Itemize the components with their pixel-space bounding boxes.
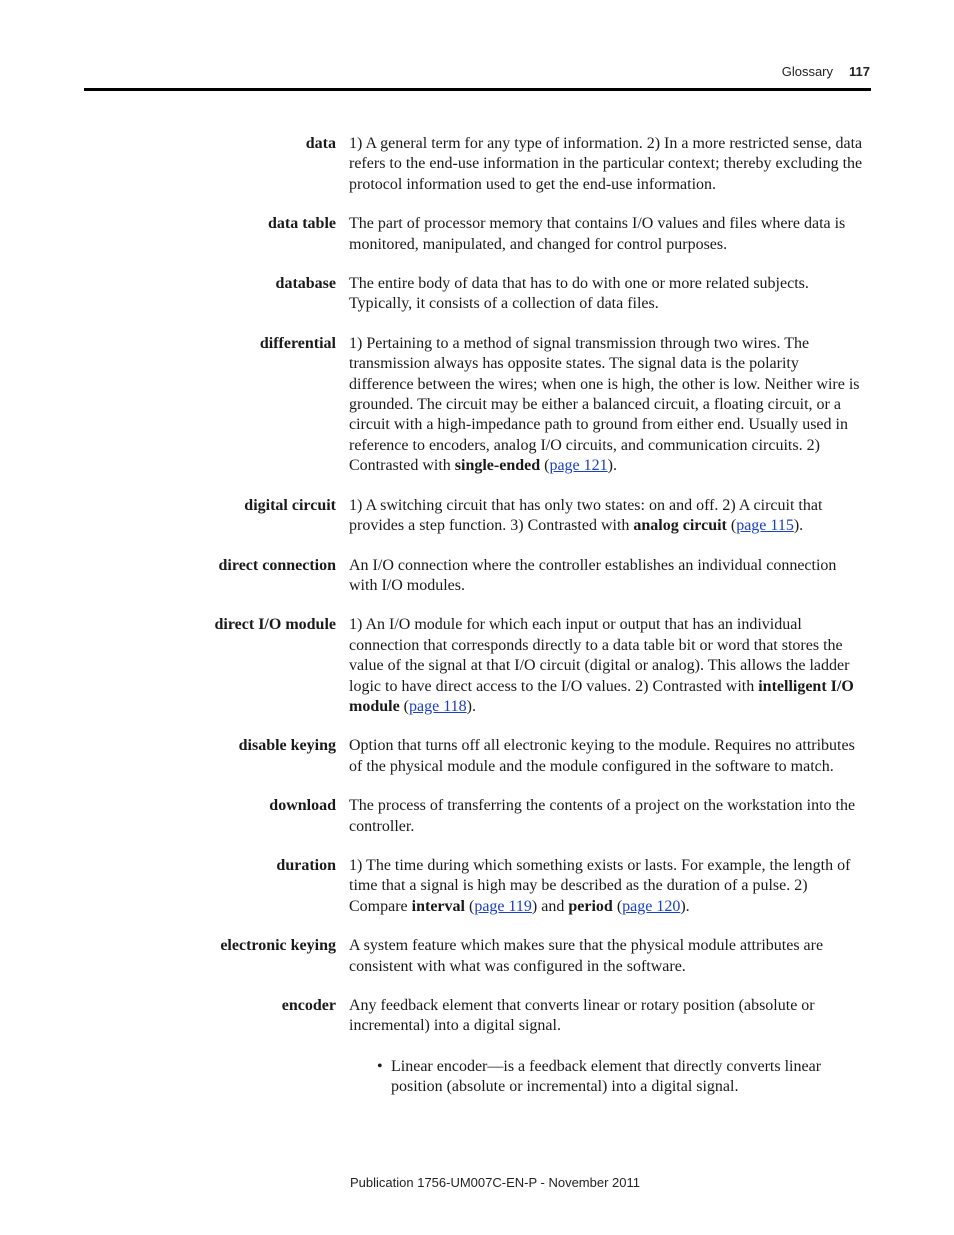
cross-reference-term: period bbox=[568, 897, 613, 915]
glossary-entry bbox=[0, 736, 954, 777]
page-number: 117 bbox=[849, 64, 870, 79]
page-link[interactable]: page 115 bbox=[736, 517, 794, 535]
glossary-term: download bbox=[269, 797, 336, 815]
glossary-entries bbox=[0, 134, 954, 1098]
definition-text: ( bbox=[726, 517, 737, 535]
definition-text: 1) A switching circuit that has only two states: on and off. 2) A circuit that provides a step function. 3) Contrasted with bbox=[349, 496, 823, 535]
glossary-term: direct connection bbox=[218, 556, 336, 574]
page-header bbox=[782, 64, 870, 79]
glossary-definition bbox=[349, 615, 867, 717]
glossary-definition bbox=[349, 856, 867, 917]
glossary-definition: The part of processor memory that contains I/O values and files where data is monitored, manipulated, and changed for control purposes. bbox=[349, 215, 846, 253]
definition-text: 1) The time during which something exists or lasts. For example, the length of time that a signal is high may be described as the duration of a pulse. 2) Compare bbox=[349, 856, 851, 915]
glossary-entry bbox=[0, 615, 954, 717]
page-link[interactable]: page 121 bbox=[549, 457, 608, 475]
glossary-entry bbox=[0, 996, 954, 1037]
glossary-term: differential bbox=[259, 334, 336, 352]
glossary-term: digital circuit bbox=[244, 496, 336, 514]
glossary-term: disable keying bbox=[238, 737, 336, 755]
glossary-entry bbox=[0, 556, 954, 597]
glossary-term: duration bbox=[276, 856, 336, 874]
glossary-definition: 1) A general term for any type of information. 2) In a more restricted sense, data refers to the end-use information in the particular context; thereby excluding the protocol information used to get the end-use information. bbox=[349, 135, 863, 193]
definition-text: 1) An I/O module for which each input or output that has an individual connection that corresponds directly to a data table bit or word that stores the value of the signal at that I/O circuit (digital or analog). This allows the ladder logic to have direct access to the I/O values. 2) Contrasted with bbox=[349, 616, 850, 695]
glossary-term: data bbox=[305, 135, 336, 152]
header-rule bbox=[84, 88, 871, 91]
definition-text: ) and bbox=[531, 897, 569, 915]
page-footer: Publication 1756-UM007C-EN-P - November 2011 bbox=[350, 1175, 640, 1190]
glossary-definition: The entire body of data that has to do with one or more related subjects. Typically, it consists of a collection of data files. bbox=[349, 275, 809, 313]
definition-text: ). bbox=[680, 897, 690, 915]
glossary-entry bbox=[0, 796, 954, 837]
cross-reference-term: interval bbox=[411, 897, 465, 915]
page-link[interactable]: page 118 bbox=[409, 697, 467, 715]
page-link[interactable]: page 120 bbox=[622, 897, 681, 915]
page-link[interactable]: page 119 bbox=[474, 897, 532, 915]
glossary-entry bbox=[0, 936, 954, 977]
bullet-item bbox=[377, 1057, 861, 1098]
bullet-marker: • bbox=[377, 1057, 383, 1075]
cross-reference-term: single-ended bbox=[454, 457, 541, 475]
glossary-entry bbox=[0, 134, 954, 195]
glossary-definition: An I/O connection where the controller establishes an individual connection with I/O modules. bbox=[349, 556, 837, 594]
glossary-definition: The process of transferring the contents of a project on the workstation into the controller. bbox=[349, 797, 856, 835]
glossary-definition: Option that turns off all electronic keying to the module. Requires no attributes of the physical module and the module configured in the software to match. bbox=[349, 737, 855, 775]
glossary-term: encoder bbox=[281, 997, 336, 1014]
glossary-entry bbox=[0, 214, 954, 255]
definition-text: ( bbox=[612, 897, 623, 915]
section-title: Glossary bbox=[781, 64, 834, 79]
definition-text: ( bbox=[464, 897, 475, 915]
glossary-term: electronic keying bbox=[220, 937, 336, 955]
definition-text: ). bbox=[466, 697, 476, 715]
glossary-term: direct I/O module bbox=[214, 616, 336, 634]
glossary-entry bbox=[0, 856, 954, 917]
definition-text: ). bbox=[793, 517, 804, 535]
definition-text: ( bbox=[540, 457, 550, 475]
bullet-text: Linear encoder—is a feedback element that directly converts linear position (absolute or incremental) into a digital signal. bbox=[391, 1057, 822, 1096]
glossary-definition: A system feature which makes sure that the physical module attributes are consistent with what was configured in the software. bbox=[349, 937, 824, 975]
glossary-definition: Any feedback element that converts linear or rotary position (absolute or incremental) into a digital signal. bbox=[349, 997, 815, 1035]
glossary-entry bbox=[0, 496, 954, 537]
cross-reference-term: analog circuit bbox=[633, 517, 727, 535]
glossary-entry bbox=[0, 334, 954, 477]
glossary-definition bbox=[349, 334, 867, 477]
glossary-definition bbox=[349, 496, 867, 537]
glossary-term: database bbox=[275, 275, 336, 293]
cross-reference-term: intelligent I/O module bbox=[349, 677, 854, 715]
definition-text: ). bbox=[607, 457, 617, 475]
glossary-term: data table bbox=[268, 215, 336, 233]
glossary-entry bbox=[0, 274, 954, 315]
definition-text: 1) Pertaining to a method of signal transmission through two wires. The transmission always has opposite states. The signal data is the polarity difference between the wires; when one is high, the other is low. Neither wire is grounded. The circuit may be either a balanced circuit, a floating circuit, or a circuit with a high-impedance path to ground from either end. Usually used in reference to encoders, analog I/O circuits, and communication circuits. 2) Contrasted with bbox=[349, 334, 860, 475]
definition-text: ( bbox=[399, 697, 409, 715]
